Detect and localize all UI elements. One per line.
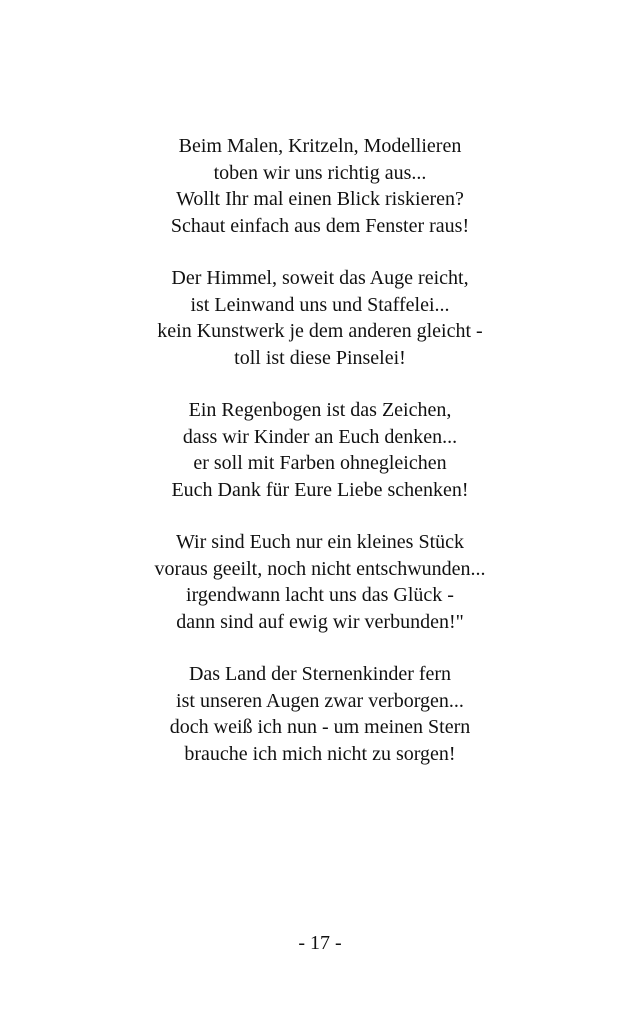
poem-line: doch weiß ich nun - um meinen Stern: [169, 716, 471, 738]
poem-line: Wir sind Euch nur ein kleines Stück: [175, 531, 465, 553]
poem-line: Beim Malen, Kritzeln, Modellieren: [178, 135, 462, 157]
poem-line: dass wir Kinder an Euch denken...: [182, 425, 458, 448]
stanza-3: [0, 397, 640, 503]
poem-line: toll ist diese Pinselei!: [234, 346, 406, 369]
poem-line: Euch Dank für Eure Liebe schenken!: [171, 478, 469, 501]
poem-line: kein Kunstwerk je dem anderen gleicht -: [157, 320, 483, 342]
stanza-1: [0, 133, 640, 239]
poem-line: dann sind auf ewig wir verbunden!": [176, 610, 464, 633]
poem-line: Das Land der Sternenkinder fern: [188, 663, 452, 685]
poem-line: Der Himmel, soweit das Auge reicht,: [171, 267, 469, 289]
poem-line: Wollt Ihr mal einen Blick riskieren?: [176, 188, 464, 210]
poem-line: irgendwann lacht uns das Glück -: [186, 584, 454, 606]
poem-line: ist unseren Augen zwar verborgen...: [176, 689, 464, 712]
poem-body: [0, 133, 640, 793]
poem-line: er soll mit Farben ohnegleichen: [193, 452, 447, 474]
stanza-5: [0, 661, 640, 767]
poem-line: brauche ich mich nicht zu sorgen!: [184, 742, 456, 765]
poem-line: Ein Regenbogen ist das Zeichen,: [188, 399, 452, 421]
page-number: - 17 -: [298, 932, 342, 954]
poem-line: toben wir uns richtig aus...: [213, 161, 427, 184]
poem-line: Schaut einfach aus dem Fenster raus!: [170, 214, 470, 237]
stanza-4: [0, 529, 640, 635]
poem-line: ist Leinwand uns und Staffelei...: [190, 293, 450, 316]
poem-line: voraus geeilt, noch nicht entschwunden...: [154, 557, 486, 580]
stanza-2: [0, 265, 640, 371]
